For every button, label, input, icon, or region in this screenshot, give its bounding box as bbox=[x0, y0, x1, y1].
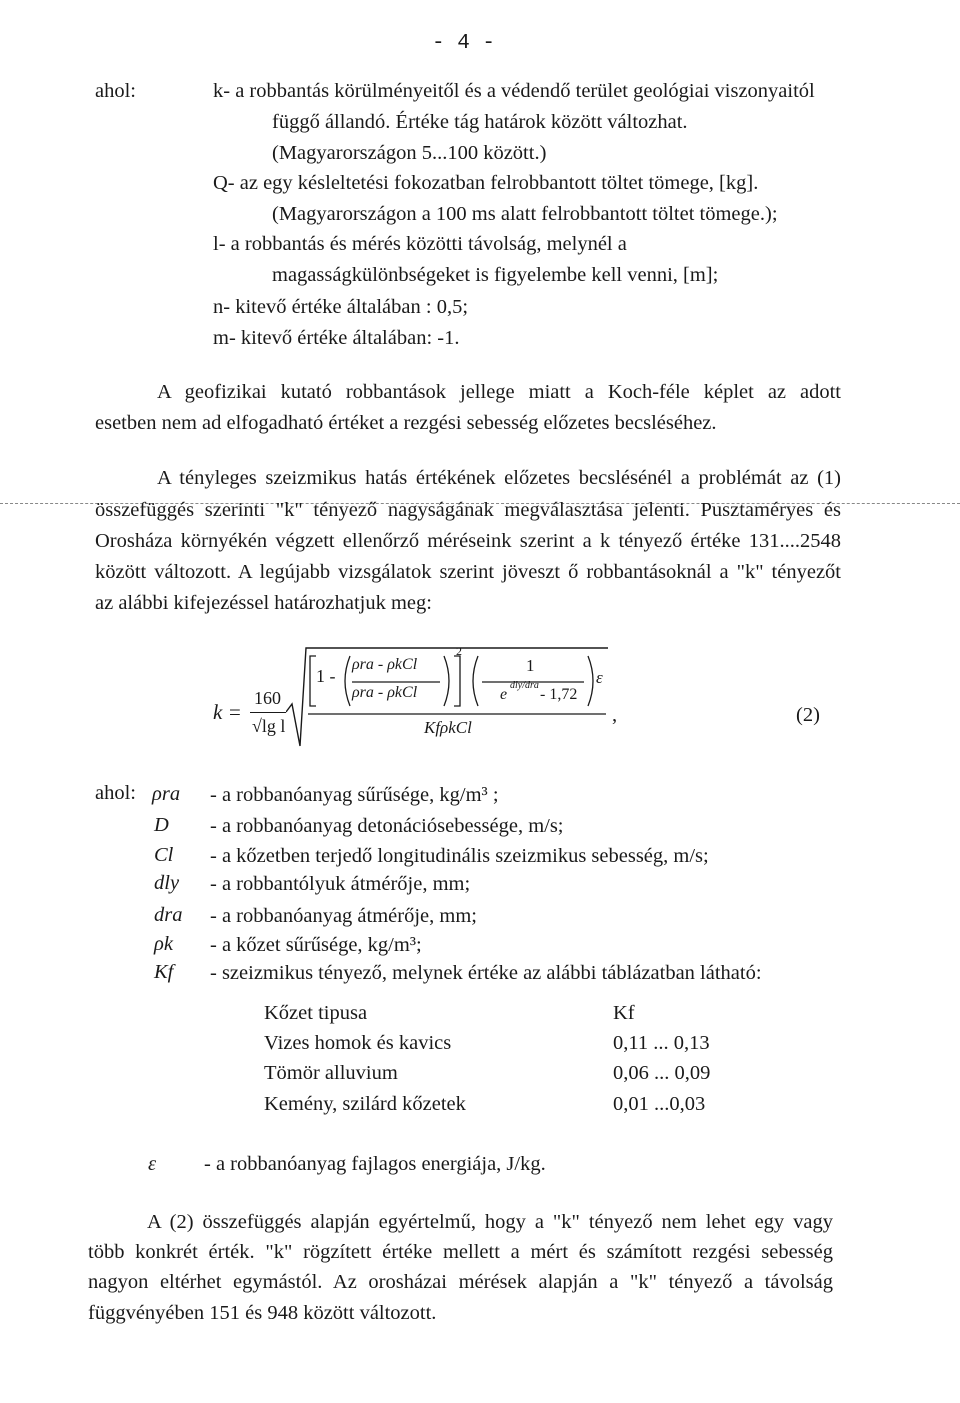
definition-line: (Magyarországon 5...100 között.) bbox=[272, 142, 547, 164]
page-number: - 4 - bbox=[432, 32, 496, 55]
paragraph-line: több konkrét érték. "k" rögzített értéke mellett a mért és számított rezgési sebesség bbox=[88, 1241, 833, 1263]
symbol: D bbox=[154, 814, 169, 836]
formula-exp-power: dly/dra bbox=[510, 680, 539, 691]
symbol: Kf bbox=[154, 961, 174, 983]
symbol: ρk bbox=[154, 933, 173, 955]
symbols-label: ahol: bbox=[95, 782, 136, 804]
formula-exp-base: e bbox=[500, 686, 508, 703]
paragraph-line: összefüggés szerinti "k" tényező nagyságának megválasztása jelenti. Pusztaméryes és bbox=[95, 499, 841, 521]
symbol-text: - a robbanóanyag sűrűsége, kg/m³ ; bbox=[210, 784, 499, 806]
table-cell: 0,11 ... 0,13 bbox=[613, 1032, 710, 1054]
formula-coef-num: 160 bbox=[254, 688, 281, 708]
epsilon-symbol: ε bbox=[148, 1153, 157, 1175]
table-cell: Kemény, szilárd kőzetek bbox=[264, 1093, 466, 1115]
table-cell: 0,01 ...0,03 bbox=[613, 1093, 706, 1115]
formula-one: 1 bbox=[526, 656, 535, 675]
formula-number: (2) bbox=[796, 704, 820, 726]
symbol-text: - szeizmikus tényező, melynek értéke az alábbi táblázatban látható: bbox=[210, 962, 762, 984]
definition-line: függő állandó. Értéke tág határok között változhat. bbox=[272, 111, 688, 133]
formula-power: 2 bbox=[456, 644, 462, 658]
paragraph-line: A geofizikai kutató robbantások jellege miatt a Koch-féle képlet az adott bbox=[157, 381, 841, 403]
table-cell: Vizes homok és kavics bbox=[264, 1032, 452, 1054]
symbol: dly bbox=[154, 872, 180, 894]
paragraph-line: A tényleges szeizmikus hatás értékének előzetes becslésénél a problémát az (1) bbox=[157, 467, 841, 489]
definition-line: l- a robbantás és mérés közötti távolság, melynél a bbox=[213, 233, 627, 255]
symbol-text: - a robbanóanyag detonációsebessége, m/s; bbox=[210, 815, 564, 837]
definition-line: n- kitevő értéke általában : 0,5; bbox=[213, 296, 469, 318]
formula-denominator: KfρkCl bbox=[424, 718, 472, 737]
formula-minus-const: - 1,72 bbox=[540, 686, 578, 703]
definition-line: k- a robbantás körülményeitől és a védendő terület geológiai viszonyaitól bbox=[213, 80, 815, 102]
definition-line: m- kitevő értéke általában: -1. bbox=[213, 327, 460, 349]
paragraph-line: A (2) összefüggés alapján egyértelmű, hogy a "k" tényező nem lehet egy vagy bbox=[147, 1211, 833, 1233]
formula-inner-den: ρra - ρkCl bbox=[352, 684, 418, 701]
paragraph-line: nagyon eltérhet egymástól. Az orosházai mérések alapján a "k" tényező a távolság bbox=[88, 1271, 833, 1293]
symbol-text: - a kőzetben terjedő longitudinális szeizmikus sebesség, m/s; bbox=[210, 845, 709, 867]
paragraph-line: esetben nem ad elfogadható értéket a rezgési sebesség előzetes becsléséhez. bbox=[95, 412, 717, 434]
symbol: Cl bbox=[154, 844, 174, 866]
formula-coef-den: √lg l bbox=[252, 716, 286, 736]
symbol-text: - a robbantólyuk átmérője, mm; bbox=[210, 873, 471, 895]
symbol: ρra bbox=[152, 783, 181, 805]
definition-line: (Magyarországon a 100 ms alatt felrobbantott töltet tömege.); bbox=[272, 203, 778, 225]
definition-line: magasságkülönbségeket is figyelembe kell venni, [m]; bbox=[272, 264, 719, 286]
formula-lhs: k = bbox=[213, 700, 242, 724]
table-header: Kf bbox=[613, 1002, 635, 1024]
symbol: dra bbox=[154, 904, 183, 926]
symbol-text: - a kőzet sűrűsége, kg/m³; bbox=[210, 934, 422, 956]
paragraph-line: az alábbi kifejezéssel határozhatjuk meg: bbox=[95, 592, 432, 614]
paragraph-line: között változott. A legújabb vizsgálatok szerint jöveszt ő robbantásoknál a "k" tényezőt bbox=[95, 561, 841, 583]
formula-epsilon: ε bbox=[596, 668, 603, 687]
table-cell: Tömör alluvium bbox=[264, 1062, 398, 1084]
formula-comma: , bbox=[612, 704, 618, 726]
definition-line: Q- az egy késleltetési fokozatban felrobbantott töltet tömege, [kg]. bbox=[213, 172, 759, 194]
formula-one-minus: 1 - bbox=[316, 666, 336, 686]
table-header: Kőzet tipusa bbox=[264, 1002, 368, 1024]
paragraph-line: függvényében 151 és 948 között változott. bbox=[88, 1302, 437, 1324]
table-cell: 0,06 ... 0,09 bbox=[613, 1062, 711, 1084]
definitions-label: ahol: bbox=[95, 80, 136, 102]
formula-inner-num: ρra - ρkCl bbox=[352, 656, 418, 673]
symbol-text: - a robbanóanyag átmérője, mm; bbox=[210, 905, 477, 927]
paragraph-line: Orosháza környékén végzett ellenőrző méréseink szerint a k tényező értéke 131....2548 bbox=[95, 530, 841, 552]
epsilon-text: - a robbanóanyag fajlagos energiája, J/kg. bbox=[204, 1153, 546, 1175]
